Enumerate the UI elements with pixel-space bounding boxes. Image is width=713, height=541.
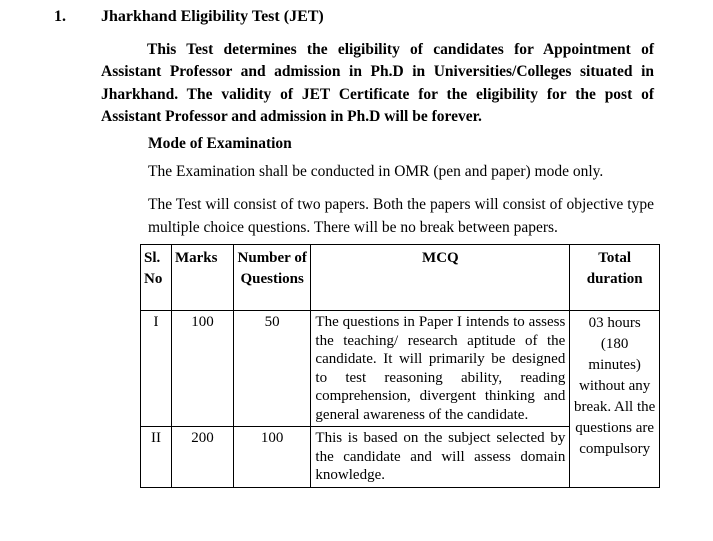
- row-sl-no: II: [141, 427, 172, 488]
- mode-paragraph: The Examination shall be conducted in OMR (pen and paper) mode only.: [148, 163, 604, 180]
- row-marks: 100: [171, 311, 233, 427]
- row-mcq-description: The questions in Paper I intends to assess the teaching/ research aptitude of the candidate. It will primarily be designed to test reasoning ability, reading comprehension, divergent thinking and general awareness of the candidate.: [311, 311, 570, 427]
- header-total-duration: Total duration: [570, 245, 660, 311]
- row-sl-no: I: [141, 311, 172, 427]
- row-questions: 50: [233, 311, 310, 427]
- header-sl-no: Sl. No: [141, 245, 172, 311]
- papers-paragraph: The Test will consist of two papers. Both the papers will consist of objective type multiple choice questions. There will be no break between papers.: [148, 196, 654, 236]
- intro-paragraph: This Test determines the eligibility of candidates for Appointment of Assistant Professor and admission in Ph.D in Universities/Colleges situated in Jharkhand. The validity of JET Certificate for the eligibility for the post of Assistant Professor and admission in Ph.D will be forever.: [101, 41, 654, 125]
- header-mcq: MCQ: [311, 245, 570, 311]
- table-row: [141, 311, 660, 427]
- exam-table: [140, 244, 660, 488]
- total-duration-cell: 03 hours (180 minutes) without any break. All the questions are compulsory: [570, 311, 660, 488]
- table-header-row: [141, 245, 660, 311]
- section-number: 1.: [54, 8, 66, 25]
- header-marks: Marks: [171, 245, 233, 311]
- mode-heading: Mode of Examination: [148, 135, 292, 152]
- row-mcq-description: This is based on the subject selected by the candidate and will assess domain knowledge.: [311, 427, 570, 488]
- row-questions: 100: [233, 427, 310, 488]
- row-marks: 200: [171, 427, 233, 488]
- section-heading: Jharkhand Eligibility Test (JET): [101, 8, 324, 25]
- header-number-of-questions: Number of Questions: [233, 245, 310, 311]
